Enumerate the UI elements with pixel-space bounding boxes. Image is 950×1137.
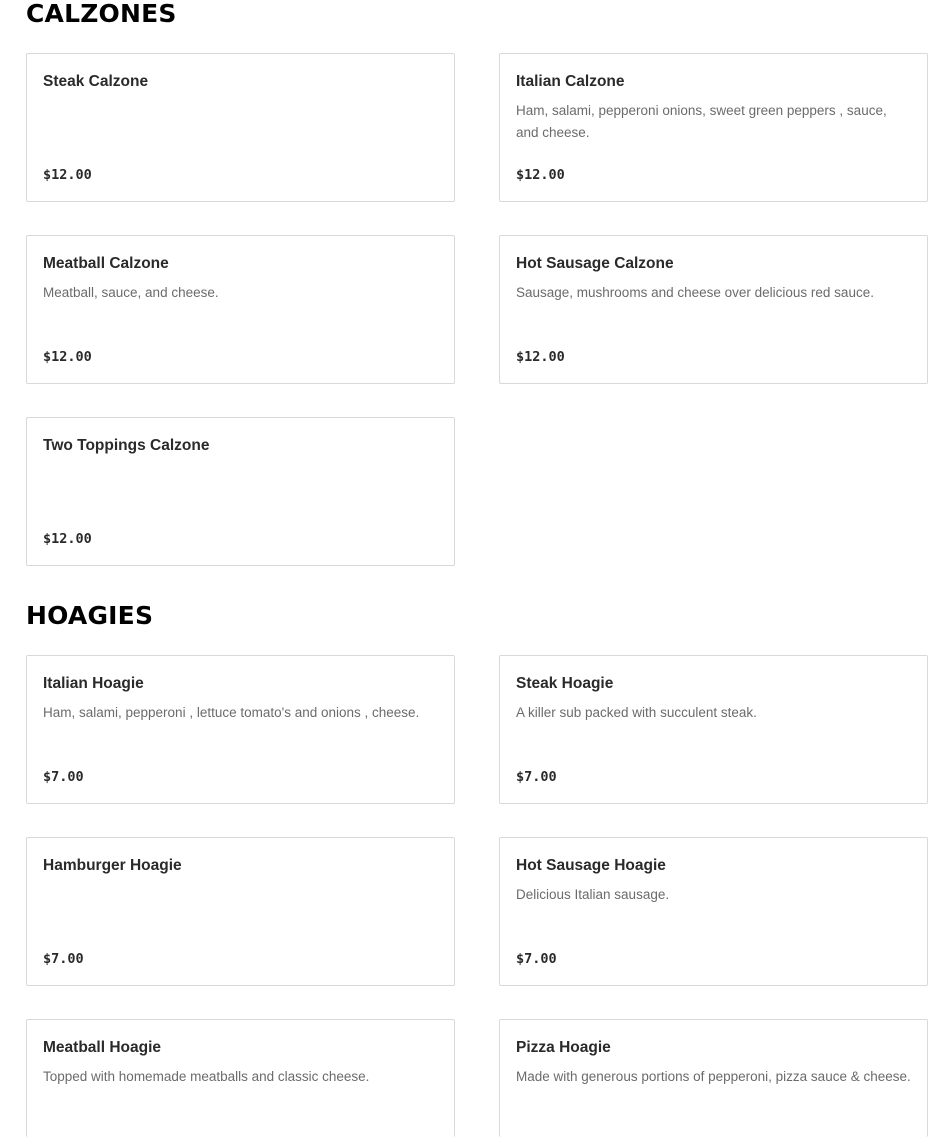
menu-item-description: A killer sub packed with succulent steak.: [516, 705, 757, 720]
menu-item-name: Hamburger Hoagie: [43, 857, 182, 874]
menu-item-name: Italian Calzone: [516, 73, 625, 90]
menu-item-card[interactable]: [499, 655, 928, 804]
menu-item-price: $12.00: [43, 349, 92, 365]
menu-item-card[interactable]: [26, 655, 455, 804]
menu-item-card[interactable]: [26, 235, 455, 384]
menu-item-name: Two Toppings Calzone: [43, 437, 210, 454]
menu-item-name: Italian Hoagie: [43, 675, 144, 692]
menu-item-price: $12.00: [43, 531, 92, 547]
menu-item-name: Pizza Hoagie: [516, 1039, 611, 1056]
menu-item-card[interactable]: [26, 53, 455, 202]
menu-item-card[interactable]: [26, 837, 455, 986]
section-title-hoagies: HOAGIES: [26, 601, 154, 630]
menu-item-name: Steak Hoagie: [516, 675, 614, 692]
menu-item-price: $7.00: [43, 769, 84, 785]
menu-item-description: Topped with homemade meatballs and classic cheese.: [43, 1069, 370, 1084]
menu-item-card[interactable]: [499, 1019, 928, 1137]
menu-item-description: Delicious Italian sausage.: [516, 887, 670, 902]
menu-item-name: Hot Sausage Calzone: [516, 255, 674, 272]
menu-item-name: Meatball Hoagie: [43, 1039, 161, 1056]
menu-item-card[interactable]: [499, 235, 928, 384]
menu-item-name: Hot Sausage Hoagie: [516, 857, 666, 874]
menu-item-card[interactable]: [499, 837, 928, 986]
menu-item-description: Ham, salami, pepperoni onions, sweet green peppers , sauce, and cheese.: [516, 103, 887, 140]
menu-item-price: $12.00: [516, 167, 565, 183]
menu-item-card[interactable]: [26, 1019, 455, 1137]
menu-item-name: Steak Calzone: [43, 73, 149, 90]
menu-item-price: $12.00: [43, 167, 92, 183]
menu-item-description: Ham, salami, pepperoni , lettuce tomato's and onions , cheese.: [43, 705, 420, 720]
menu-item-price: $7.00: [516, 769, 557, 785]
menu-item-card[interactable]: [26, 417, 455, 566]
menu-item-card[interactable]: [499, 53, 928, 202]
menu-item-price: $7.00: [43, 951, 84, 967]
menu-item-price: $12.00: [516, 349, 565, 365]
menu-item-description: Sausage, mushrooms and cheese over delicious red sauce.: [516, 285, 874, 300]
menu-item-description: Meatball, sauce, and cheese.: [43, 285, 219, 300]
menu-item-price: $7.00: [516, 951, 557, 967]
menu-item-name: Meatball Calzone: [43, 255, 169, 272]
section-title-calzones: CALZONES: [26, 0, 177, 28]
menu-item-description: Made with generous portions of pepperoni, pizza sauce & cheese.: [516, 1069, 911, 1084]
